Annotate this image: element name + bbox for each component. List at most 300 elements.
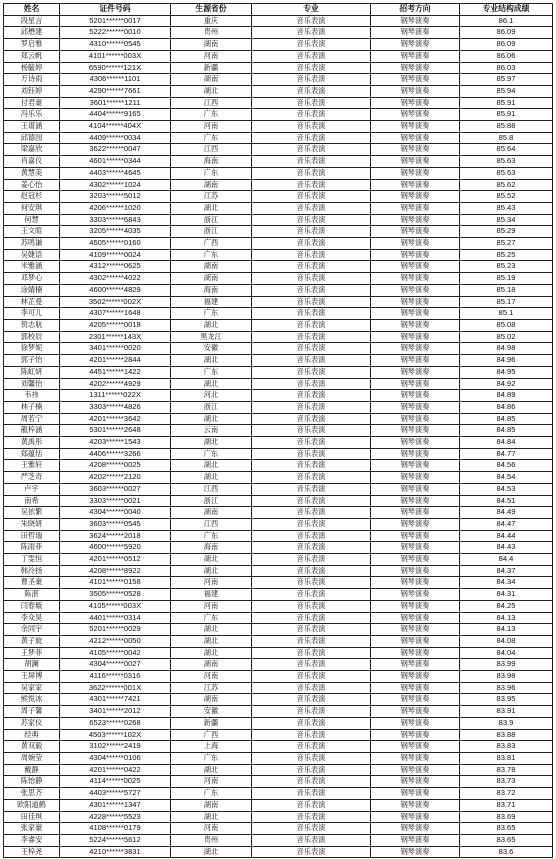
cell-province: 广东 [171, 109, 252, 121]
cell-province: 广东 [171, 308, 252, 320]
cell-name: 陈雨菲 [4, 542, 60, 554]
cell-score: 83.98 [460, 671, 553, 683]
table-row [4, 156, 553, 168]
cell-score: 85.08 [460, 319, 553, 331]
cell-id: 4600******4829 [60, 284, 171, 296]
cell-major: 音乐表演 [252, 600, 371, 612]
cell-score: 84.43 [460, 542, 553, 554]
cell-name: 余同宇 [4, 624, 60, 636]
cell-province: 湖南 [171, 694, 252, 706]
cell-score: 85.63 [460, 156, 553, 168]
table-row [4, 788, 553, 800]
cell-score: 84.31 [460, 589, 553, 601]
table-row [4, 834, 553, 846]
table-row [4, 97, 553, 109]
cell-major: 音乐表演 [252, 694, 371, 706]
table-row [4, 729, 553, 741]
cell-id: 4201******2844 [60, 355, 171, 367]
cell-province: 海南 [171, 284, 252, 296]
table-row [4, 390, 553, 402]
header-province: 生源省份 [171, 4, 252, 16]
cell-score: 83.96 [460, 682, 553, 694]
cell-id: 4114******0025 [60, 776, 171, 788]
cell-id: 4212******0050 [60, 635, 171, 647]
cell-score: 84.13 [460, 624, 553, 636]
cell-id: 3205******4035 [60, 226, 171, 238]
cell-score: 86.03 [460, 62, 553, 74]
cell-direction: 钢琴演奏 [371, 612, 460, 624]
table-row [4, 109, 553, 121]
cell-id: 4201******0512 [60, 554, 171, 566]
cell-score: 84.95 [460, 366, 553, 378]
cell-major: 音乐表演 [252, 331, 371, 343]
cell-id: 4505******0160 [60, 238, 171, 250]
cell-id: 3603******0027 [60, 483, 171, 495]
cell-direction: 钢琴演奏 [371, 109, 460, 121]
cell-province: 广东 [171, 167, 252, 179]
cell-major: 音乐表演 [252, 109, 371, 121]
table-row [4, 238, 553, 250]
cell-name: 林芷曼 [4, 296, 60, 308]
table-row [4, 226, 553, 238]
cell-id: 4109******0024 [60, 249, 171, 261]
cell-province: 河北 [171, 390, 252, 402]
cell-name: 张家豪 [4, 823, 60, 835]
cell-province: 安徽 [171, 343, 252, 355]
cell-direction: 钢琴演奏 [371, 214, 460, 226]
table-row [4, 600, 553, 612]
cell-direction: 钢琴演奏 [371, 296, 460, 308]
cell-direction: 钢琴演奏 [371, 74, 460, 86]
table-row [4, 495, 553, 507]
cell-id: 3303******0021 [60, 495, 171, 507]
cell-name: 黄禹彤 [4, 437, 60, 449]
cell-score: 83.88 [460, 729, 553, 741]
table-row [4, 50, 553, 62]
cell-id: 3102******2419 [60, 741, 171, 753]
cell-name: 南希 [4, 495, 60, 507]
cell-score: 84.84 [460, 437, 553, 449]
cell-major: 音乐表演 [252, 776, 371, 788]
cell-score: 84.85 [460, 413, 553, 425]
cell-direction: 钢琴演奏 [371, 144, 460, 156]
cell-score: 86.09 [460, 27, 553, 39]
table-row [4, 27, 553, 39]
cell-id: 3505******0528 [60, 589, 171, 601]
cell-score: 85.1 [460, 308, 553, 320]
cell-major: 音乐表演 [252, 624, 371, 636]
cell-name: 李可儿 [4, 308, 60, 320]
cell-id: 5201******0017 [60, 15, 171, 27]
cell-province: 新疆 [171, 717, 252, 729]
cell-name: 经典 [4, 729, 60, 741]
cell-name: 刘钰婷 [4, 85, 60, 97]
cell-major: 音乐表演 [252, 788, 371, 800]
cell-id: 4203******1543 [60, 437, 171, 449]
cell-major: 音乐表演 [252, 823, 371, 835]
cell-province: 浙江 [171, 214, 252, 226]
cell-province: 海南 [171, 156, 252, 168]
table-row [4, 355, 553, 367]
cell-name: 万诗雨 [4, 74, 60, 86]
cell-major: 音乐表演 [252, 846, 371, 858]
cell-major: 音乐表演 [252, 319, 371, 331]
cell-score: 85.23 [460, 261, 553, 273]
cell-id: 4304******0027 [60, 659, 171, 671]
cell-province: 湖北 [171, 85, 252, 97]
cell-province: 浙江 [171, 495, 252, 507]
cell-direction: 钢琴演奏 [371, 635, 460, 647]
cell-province: 湖北 [171, 846, 252, 858]
cell-direction: 钢琴演奏 [371, 565, 460, 577]
cell-direction: 钢琴演奏 [371, 554, 460, 566]
cell-name: 王梓尧 [4, 846, 60, 858]
cell-province: 广东 [171, 249, 252, 261]
cell-province: 安徽 [171, 706, 252, 718]
cell-direction: 钢琴演奏 [371, 238, 460, 250]
cell-name: 戴静 [4, 764, 60, 776]
cell-name: 林子楠 [4, 401, 60, 413]
cell-direction: 钢琴演奏 [371, 50, 460, 62]
cell-direction: 钢琴演奏 [371, 261, 460, 273]
cell-score: 83.95 [460, 694, 553, 706]
cell-direction: 钢琴演奏 [371, 191, 460, 203]
cell-direction: 钢琴演奏 [371, 390, 460, 402]
cell-direction: 钢琴演奏 [371, 518, 460, 530]
cell-direction: 钢琴演奏 [371, 343, 460, 355]
cell-direction: 钢琴演奏 [371, 460, 460, 472]
cell-score: 85.62 [460, 179, 553, 191]
cell-direction: 钢琴演奏 [371, 741, 460, 753]
cell-direction: 钢琴演奏 [371, 717, 460, 729]
cell-major: 音乐表演 [252, 659, 371, 671]
table-row [4, 554, 553, 566]
cell-province: 湖北 [171, 437, 252, 449]
cell-major: 音乐表演 [252, 50, 371, 62]
cell-province: 黑龙江 [171, 331, 252, 343]
header-id: 证件号码 [60, 4, 171, 16]
cell-direction: 钢琴演奏 [371, 156, 460, 168]
cell-major: 音乐表演 [252, 191, 371, 203]
cell-province: 湖北 [171, 472, 252, 484]
cell-major: 音乐表演 [252, 565, 371, 577]
cell-score: 84.47 [460, 518, 553, 530]
cell-name: 赵冠杉 [4, 191, 60, 203]
cell-score: 84.98 [460, 343, 553, 355]
cell-major: 音乐表演 [252, 144, 371, 156]
cell-province: 上海 [171, 741, 252, 753]
cell-id: 3603******0545 [60, 518, 171, 530]
cell-id: 4403******5727 [60, 788, 171, 800]
cell-direction: 钢琴演奏 [371, 39, 460, 51]
cell-score: 85.97 [460, 74, 553, 86]
table-row [4, 308, 553, 320]
cell-direction: 钢琴演奏 [371, 132, 460, 144]
table-row [4, 401, 553, 413]
table-row [4, 343, 553, 355]
cell-major: 音乐表演 [252, 85, 371, 97]
cell-major: 音乐表演 [252, 132, 371, 144]
header-direction: 招考方向 [371, 4, 460, 16]
cell-name: 龍梓涵 [4, 425, 60, 437]
cell-score: 83.73 [460, 776, 553, 788]
table-row [4, 682, 553, 694]
cell-score: 83.99 [460, 659, 553, 671]
score-table [3, 3, 553, 858]
table-row [4, 706, 553, 718]
cell-major: 音乐表演 [252, 156, 371, 168]
cell-province: 湖北 [171, 624, 252, 636]
cell-name: 郭子怡 [4, 355, 60, 367]
cell-id: 4205******0018 [60, 319, 171, 331]
table-row [4, 507, 553, 519]
cell-score: 83.81 [460, 753, 553, 765]
cell-name: 邓梦心 [4, 273, 60, 285]
cell-direction: 钢琴演奏 [371, 682, 460, 694]
table-row [4, 331, 553, 343]
cell-id: 4202******4929 [60, 378, 171, 390]
cell-province: 重庆 [171, 15, 252, 27]
cell-score: 84.51 [460, 495, 553, 507]
cell-name: 涂婧楠 [4, 284, 60, 296]
cell-id: 4208******0025 [60, 460, 171, 472]
cell-name: 刘馨怡 [4, 378, 60, 390]
cell-province: 广东 [171, 788, 252, 800]
cell-major: 音乐表演 [252, 355, 371, 367]
cell-major: 音乐表演 [252, 121, 371, 133]
cell-name: 梁嘉欣 [4, 144, 60, 156]
cell-province: 江西 [171, 483, 252, 495]
cell-direction: 钢琴演奏 [371, 437, 460, 449]
cell-major: 音乐表演 [252, 167, 371, 179]
cell-major: 音乐表演 [252, 729, 371, 741]
cell-name: 王屏博 [4, 671, 60, 683]
cell-province: 江西 [171, 144, 252, 156]
cell-direction: 钢琴演奏 [371, 507, 460, 519]
table-row [4, 62, 553, 74]
cell-major: 音乐表演 [252, 249, 371, 261]
cell-major: 音乐表演 [252, 741, 371, 753]
cell-direction: 钢琴演奏 [371, 425, 460, 437]
cell-id: 4302******1024 [60, 179, 171, 191]
cell-province: 湖北 [171, 460, 252, 472]
table-row [4, 319, 553, 331]
table-row [4, 39, 553, 51]
cell-id: 3622******001X [60, 682, 171, 694]
cell-name: 曹圣豪 [4, 577, 60, 589]
cell-major: 音乐表演 [252, 518, 371, 530]
cell-id: 4105******003X [60, 600, 171, 612]
cell-name: 郑云帆 [4, 50, 60, 62]
table-row [4, 296, 553, 308]
cell-name: 韦祎 [4, 390, 60, 402]
table-row [4, 249, 553, 261]
cell-province: 广西 [171, 238, 252, 250]
cell-score: 84.44 [460, 530, 553, 542]
cell-province: 贵州 [171, 27, 252, 39]
cell-major: 音乐表演 [252, 27, 371, 39]
cell-score: 85.29 [460, 226, 553, 238]
cell-major: 音乐表演 [252, 437, 371, 449]
cell-id: 3624******2018 [60, 530, 171, 542]
cell-id: 3622******0047 [60, 144, 171, 156]
table-row [4, 425, 553, 437]
cell-name: 胡澜 [4, 659, 60, 671]
cell-id: 3203******5012 [60, 191, 171, 203]
cell-direction: 钢琴演奏 [371, 284, 460, 296]
cell-score: 84.54 [460, 472, 553, 484]
cell-id: 5224******5612 [60, 834, 171, 846]
cell-province: 湖北 [171, 635, 252, 647]
table-row [4, 179, 553, 191]
cell-id: 4306******1101 [60, 74, 171, 86]
cell-province: 福建 [171, 589, 252, 601]
table-row [4, 694, 553, 706]
cell-name: 吴婕语 [4, 249, 60, 261]
cell-direction: 钢琴演奏 [371, 600, 460, 612]
table-row [4, 612, 553, 624]
cell-id: 4105******0042 [60, 647, 171, 659]
cell-major: 音乐表演 [252, 261, 371, 273]
cell-name: 丁雯恒 [4, 554, 60, 566]
table-row [4, 167, 553, 179]
cell-direction: 钢琴演奏 [371, 542, 460, 554]
table-row [4, 811, 553, 823]
table-row [4, 647, 553, 659]
cell-province: 广东 [171, 530, 252, 542]
cell-province: 云南 [171, 425, 252, 437]
cell-province: 广东 [171, 366, 252, 378]
table-row [4, 448, 553, 460]
cell-major: 音乐表演 [252, 238, 371, 250]
cell-score: 85.43 [460, 202, 553, 214]
cell-name: 冯乐乐 [4, 109, 60, 121]
cell-name: 熊悦冰 [4, 694, 60, 706]
cell-major: 音乐表演 [252, 179, 371, 191]
cell-direction: 钢琴演奏 [371, 27, 460, 39]
cell-id: 4503******102X [60, 729, 171, 741]
table-row [4, 659, 553, 671]
table-row [4, 542, 553, 554]
cell-major: 音乐表演 [252, 366, 371, 378]
cell-province: 福建 [171, 296, 252, 308]
cell-direction: 钢琴演奏 [371, 823, 460, 835]
cell-score: 83.65 [460, 823, 553, 835]
cell-name: 严芝奇 [4, 472, 60, 484]
cell-direction: 钢琴演奏 [371, 483, 460, 495]
cell-id: 4104******404X [60, 121, 171, 133]
cell-id: 4310******0545 [60, 39, 171, 51]
cell-id: 4206******1020 [60, 202, 171, 214]
cell-id: 4307******1648 [60, 308, 171, 320]
cell-major: 音乐表演 [252, 97, 371, 109]
cell-direction: 钢琴演奏 [371, 331, 460, 343]
cell-major: 音乐表演 [252, 507, 371, 519]
table-row [4, 846, 553, 858]
cell-major: 音乐表演 [252, 612, 371, 624]
cell-id: 4403******4645 [60, 167, 171, 179]
cell-major: 音乐表演 [252, 413, 371, 425]
cell-major: 音乐表演 [252, 753, 371, 765]
header-major: 专业 [252, 4, 371, 16]
cell-id: 4409******0034 [60, 132, 171, 144]
header-score: 专业结构成绩 [460, 4, 553, 16]
cell-name: 王文暄 [4, 226, 60, 238]
cell-province: 湖北 [171, 378, 252, 390]
cell-province: 湖北 [171, 355, 252, 367]
table-row [4, 202, 553, 214]
table-row [4, 191, 553, 203]
cell-id: 3502******002X [60, 296, 171, 308]
cell-score: 84.49 [460, 507, 553, 519]
table-row [4, 144, 553, 156]
cell-province: 湖南 [171, 659, 252, 671]
cell-score: 84.34 [460, 577, 553, 589]
cell-major: 音乐表演 [252, 706, 371, 718]
cell-major: 音乐表演 [252, 214, 371, 226]
cell-score: 83.83 [460, 741, 553, 753]
table-row [4, 472, 553, 484]
cell-direction: 钢琴演奏 [371, 589, 460, 601]
cell-direction: 钢琴演奏 [371, 413, 460, 425]
cell-province: 湖北 [171, 413, 252, 425]
cell-name: 李众昊 [4, 612, 60, 624]
cell-major: 音乐表演 [252, 74, 371, 86]
cell-direction: 钢琴演奏 [371, 249, 460, 261]
table-row [4, 121, 553, 133]
cell-direction: 钢琴演奏 [371, 97, 460, 109]
cell-id: 5301******2648 [60, 425, 171, 437]
table-row [4, 717, 553, 729]
cell-score: 85.91 [460, 109, 553, 121]
cell-province: 湖北 [171, 811, 252, 823]
cell-name: 王梦菲 [4, 647, 60, 659]
table-row [4, 565, 553, 577]
cell-major: 音乐表演 [252, 483, 371, 495]
cell-direction: 钢琴演奏 [371, 167, 460, 179]
cell-province: 河南 [171, 823, 252, 835]
cell-id: 6590******121X [60, 62, 171, 74]
cell-name: 苏鸣谦 [4, 238, 60, 250]
cell-score: 83.69 [460, 811, 553, 823]
cell-name: 苏家仪 [4, 717, 60, 729]
cell-score: 85.25 [460, 249, 553, 261]
cell-direction: 钢琴演奏 [371, 319, 460, 331]
cell-province: 新疆 [171, 62, 252, 74]
cell-score: 85.8 [460, 132, 553, 144]
cell-province: 湖南 [171, 799, 252, 811]
table-row [4, 437, 553, 449]
cell-province: 江苏 [171, 682, 252, 694]
cell-name: 何慧 [4, 214, 60, 226]
score-sheet [3, 3, 552, 858]
cell-province: 浙江 [171, 401, 252, 413]
cell-direction: 钢琴演奏 [371, 788, 460, 800]
cell-id: 4304******0106 [60, 753, 171, 765]
cell-score: 83.72 [460, 788, 553, 800]
table-row [4, 460, 553, 472]
cell-direction: 钢琴演奏 [371, 764, 460, 776]
cell-name: 张思齐 [4, 788, 60, 800]
table-row [4, 764, 553, 776]
cell-name: 周若宁 [4, 413, 60, 425]
cell-province: 湖南 [171, 261, 252, 273]
cell-id: 4451******1422 [60, 366, 171, 378]
cell-name: 卢宇 [4, 483, 60, 495]
cell-major: 音乐表演 [252, 62, 371, 74]
cell-major: 音乐表演 [252, 577, 371, 589]
cell-name: 周婉莹 [4, 753, 60, 765]
